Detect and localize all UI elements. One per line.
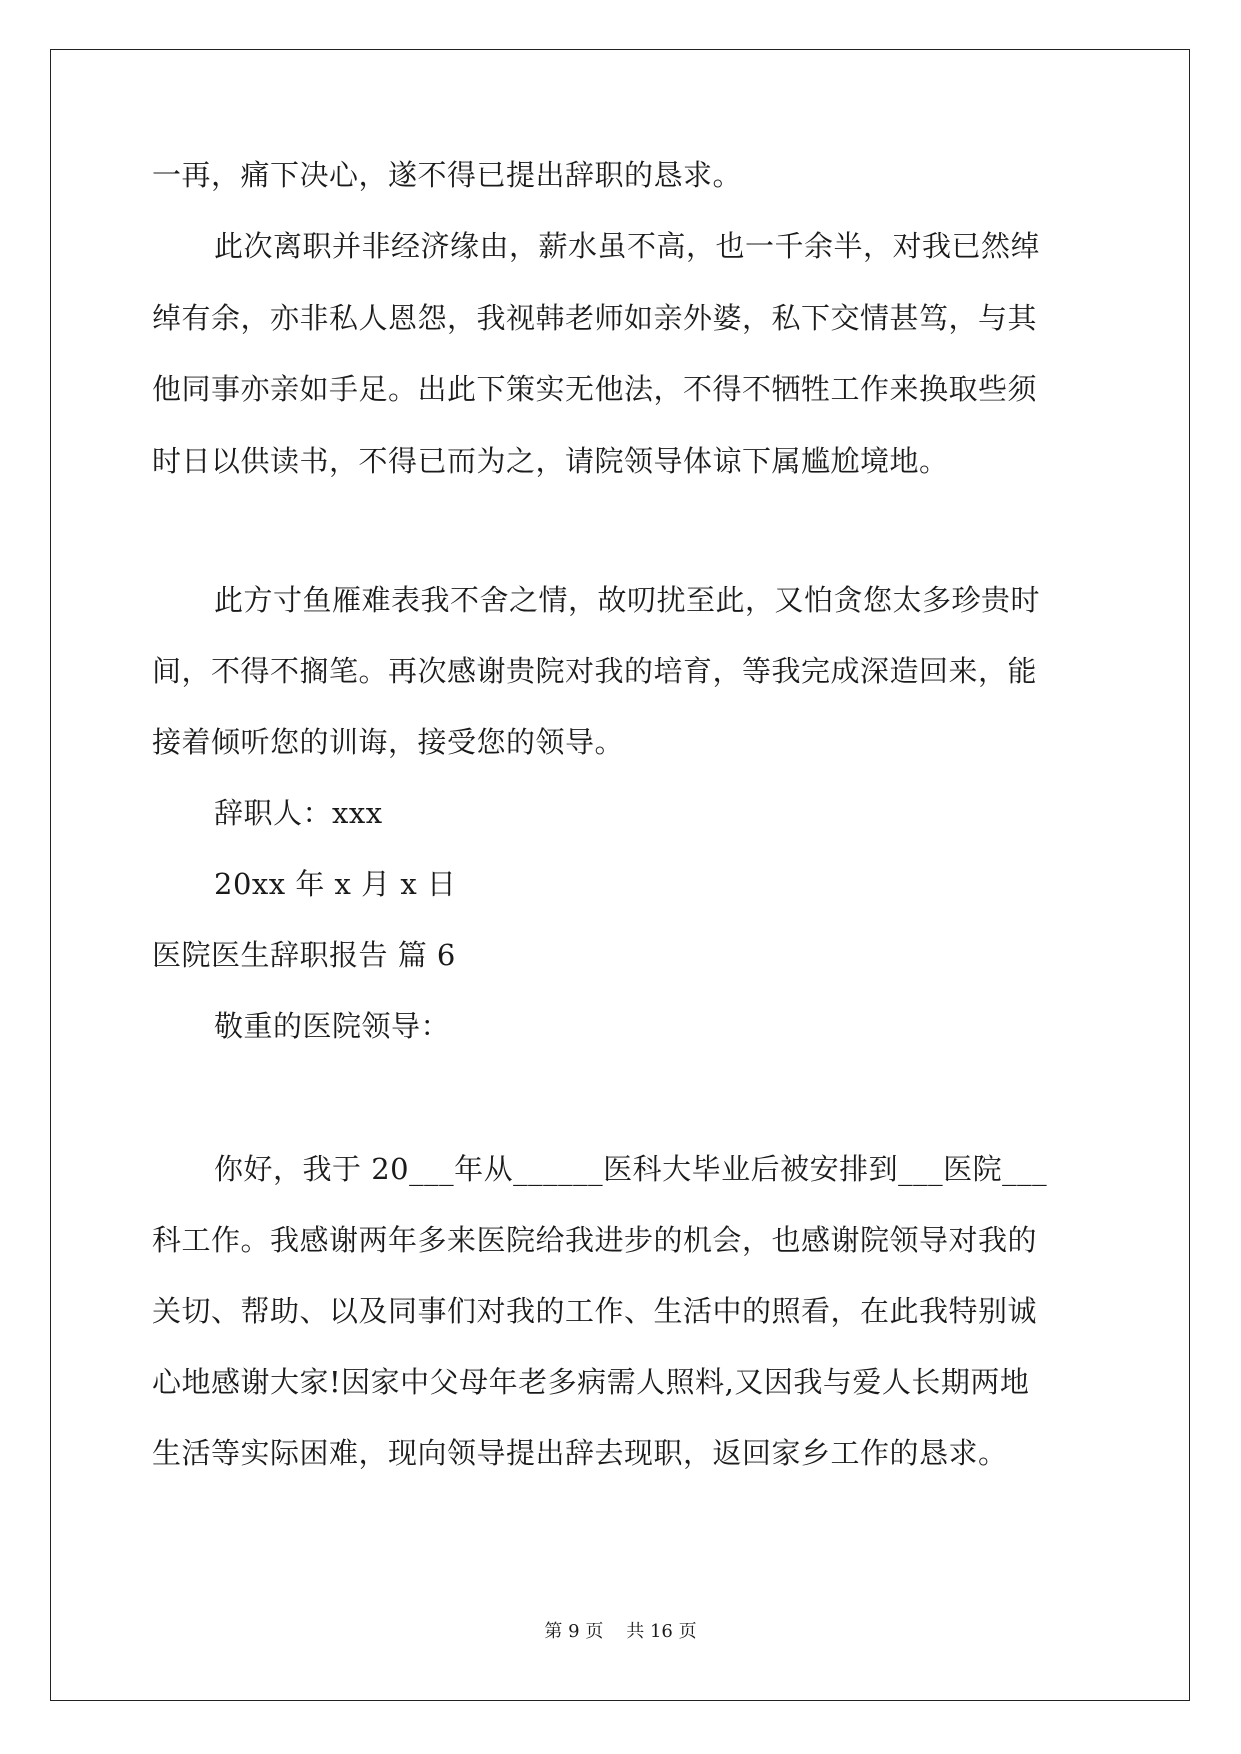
body-line: 接着倾听您的训诲，接受您的领导。: [152, 725, 625, 759]
body-line: 他同事亦亲如手足。出此下策实无他法，不得不牺牲工作来换取些须: [152, 372, 1038, 406]
body-line: 生活等实际困难，现向领导提出辞去现职，返回家乡工作的恳求。: [152, 1436, 1008, 1470]
body-line: 心地感谢大家!因家中父母年老多病需人照料,又因我与爱人长期两地: [152, 1365, 1030, 1399]
body-line: 你好，我于 20___年从______医科大毕业后被安排到___医院___: [214, 1152, 1048, 1186]
body-line: 绰有余，亦非私人恩怨，我视韩老师如亲外婆，私下交情甚笃，与其: [152, 301, 1038, 335]
page-number: 第 9 页: [544, 1621, 604, 1642]
body-line: 此方寸鱼雁难表我不舍之情，故叨扰至此，又怕贪您太多珍贵时: [214, 583, 1041, 617]
page-total: 共 16 页: [626, 1621, 697, 1642]
signature-line: 辞职人：xxx: [214, 796, 383, 830]
body-line: 时日以供读书，不得已而为之，请院领导体谅下属尴尬境地。: [152, 444, 949, 478]
body-line: 关切、帮助、以及同事们对我的工作、生活中的照看，在此我特别诚: [152, 1294, 1038, 1328]
section-heading: 医院医生辞职报告 篇 6: [152, 938, 456, 972]
body-line: 科工作。我感谢两年多来医院给我进步的机会，也感谢院领导对我的: [152, 1223, 1038, 1257]
date-line: 20xx 年 x 月 x 日: [214, 867, 457, 901]
salutation: 敬重的医院领导：: [214, 1009, 451, 1043]
page-footer: [0, 1620, 1241, 1644]
body-line: 一再，痛下决心，遂不得已提出辞职的恳求。: [152, 158, 743, 192]
body-line: 此次离职并非经济缘由，薪水虽不高，也一千余半，对我已然绰: [214, 229, 1041, 263]
body-line: 间，不得不搁笔。再次感谢贵院对我的培育，等我完成深造回来，能: [152, 654, 1038, 688]
